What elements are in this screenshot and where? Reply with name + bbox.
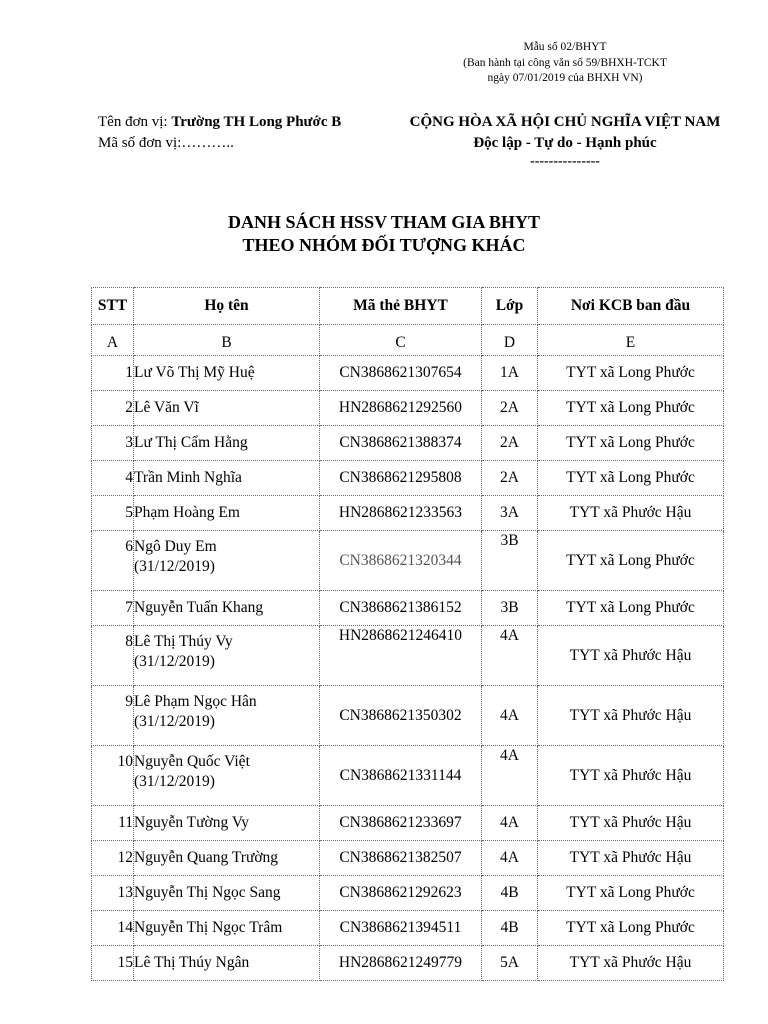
row-name-cell xyxy=(134,686,320,746)
row-stt: 7 xyxy=(92,591,134,626)
row-name: Lê Phạm Ngọc Hân xyxy=(134,693,257,710)
row-class: 3B xyxy=(482,531,538,591)
row-card: CN3868621320344 xyxy=(320,531,482,591)
row-stt: 8 xyxy=(92,626,134,686)
row-name-cell xyxy=(134,626,320,686)
row-kcb: TYT xã Phước Hậu xyxy=(538,496,724,531)
row-class: 4B xyxy=(482,876,538,911)
row-name: Nguyễn Tường Vy xyxy=(134,806,320,841)
row-name: Nguyễn Quốc Việt xyxy=(134,753,250,770)
table-row xyxy=(92,746,724,806)
table-row xyxy=(92,841,724,876)
row-card: CN3868621394511 xyxy=(320,911,482,946)
row-stt: 1 xyxy=(92,356,134,391)
row-name-cell xyxy=(134,531,320,591)
column-letter-row xyxy=(92,325,724,356)
row-name: Lê Thị Thúy Vy xyxy=(134,633,233,650)
row-kcb: TYT xã Long Phước xyxy=(538,356,724,391)
row-stt: 9 xyxy=(92,686,134,746)
row-stt: 3 xyxy=(92,426,134,461)
row-name: Nguyễn Thị Ngọc Trâm xyxy=(134,911,320,946)
row-stt: 14 xyxy=(92,911,134,946)
row-kcb: TYT xã Long Phước xyxy=(538,876,724,911)
table-row xyxy=(92,911,724,946)
unit-name-line xyxy=(98,114,341,131)
document-title-line2: THEO NHÓM ĐỐI TƯỢNG KHÁC xyxy=(242,235,526,255)
row-kcb: TYT xã Long Phước xyxy=(538,591,724,626)
table-row xyxy=(92,356,724,391)
row-name-note: (31/12/2019) xyxy=(134,773,215,790)
row-kcb: TYT xã Phước Hậu xyxy=(538,686,724,746)
row-card: CN3868621292623 xyxy=(320,876,482,911)
letter-b: B xyxy=(134,325,320,356)
row-stt: 15 xyxy=(92,946,134,981)
form-number: Mẫu số 02/BHYT xyxy=(523,41,607,53)
motto-underline: --------------- xyxy=(530,154,600,169)
row-stt: 12 xyxy=(92,841,134,876)
row-class: 4A xyxy=(482,841,538,876)
row-name: Lê Văn Vĩ xyxy=(134,391,320,426)
row-class: 2A xyxy=(482,426,538,461)
unit-name-label: Tên đơn vị: xyxy=(98,114,172,130)
row-card: CN3868621307654 xyxy=(320,356,482,391)
row-kcb: TYT xã Long Phước xyxy=(538,531,724,591)
table-row xyxy=(92,591,724,626)
row-name-note: (31/12/2019) xyxy=(134,558,215,575)
row-card: CN3868621331144 xyxy=(320,746,482,806)
row-stt: 2 xyxy=(92,391,134,426)
table-row xyxy=(92,876,724,911)
row-stt: 5 xyxy=(92,496,134,531)
row-kcb: TYT xã Phước Hậu xyxy=(538,841,724,876)
row-stt: 4 xyxy=(92,461,134,496)
row-stt: 13 xyxy=(92,876,134,911)
unit-code-line: Mã số đơn vị:……….. xyxy=(98,135,234,151)
row-card: HN2868621233563 xyxy=(320,496,482,531)
letter-a: A xyxy=(92,325,134,356)
table-row xyxy=(92,426,724,461)
row-class: 4A xyxy=(482,626,538,686)
header-stt: STT xyxy=(92,288,134,325)
row-kcb: TYT xã Long Phước xyxy=(538,426,724,461)
form-issued-date: ngày 07/01/2019 của BHXH VN) xyxy=(487,72,643,84)
row-card: CN3868621350302 xyxy=(320,686,482,746)
row-name: Nguyễn Tuấn Khang xyxy=(134,591,320,626)
row-card: CN3868621382507 xyxy=(320,841,482,876)
row-kcb: TYT xã Long Phước xyxy=(538,911,724,946)
row-card: HN2868621292560 xyxy=(320,391,482,426)
table-row xyxy=(92,686,724,746)
row-stt: 11 xyxy=(92,806,134,841)
row-class: 4A xyxy=(482,746,538,806)
row-name-cell xyxy=(134,746,320,806)
nation-motto: Độc lập - Tự do - Hạnh phúc xyxy=(473,135,657,151)
row-name: Nguyễn Quang Trường xyxy=(134,841,320,876)
row-name: Lư Võ Thị Mỹ Huệ xyxy=(134,356,320,391)
row-card: CN3868621386152 xyxy=(320,591,482,626)
letter-e: E xyxy=(538,325,724,356)
row-kcb: TYT xã Long Phước xyxy=(538,391,724,426)
row-kcb: TYT xã Phước Hậu xyxy=(538,946,724,981)
row-name-note: (31/12/2019) xyxy=(134,713,215,730)
form-reference xyxy=(380,40,750,87)
document-title-line1: DANH SÁCH HSSV THAM GIA BHYT xyxy=(228,212,540,232)
row-name: Lê Thị Thúy Ngân xyxy=(134,946,320,981)
student-list-table xyxy=(91,287,724,981)
row-kcb: TYT xã Phước Hậu xyxy=(538,806,724,841)
table-row xyxy=(92,946,724,981)
table-row xyxy=(92,391,724,426)
header-kcb: Nơi KCB ban đầu xyxy=(538,288,724,325)
row-class: 2A xyxy=(482,391,538,426)
table-row xyxy=(92,626,724,686)
row-name: Trần Minh Nghĩa xyxy=(134,461,320,496)
row-name-note: (31/12/2019) xyxy=(134,653,215,670)
row-card: CN3868621233697 xyxy=(320,806,482,841)
table-row xyxy=(92,461,724,496)
row-card: HN2868621249779 xyxy=(320,946,482,981)
row-class: 4B xyxy=(482,911,538,946)
nation-heading: CỘNG HÒA XÃ HỘI CHỦ NGHĨA VIỆT NAM xyxy=(409,114,721,130)
row-class: 3B xyxy=(482,591,538,626)
row-card: CN3868621295808 xyxy=(320,461,482,496)
row-card: CN3868621388374 xyxy=(320,426,482,461)
row-class: 4A xyxy=(482,686,538,746)
row-class: 1A xyxy=(482,356,538,391)
row-kcb: TYT xã Phước Hậu xyxy=(538,626,724,686)
row-name: Lư Thị Cẩm Hằng xyxy=(134,426,320,461)
table-row xyxy=(92,531,724,591)
row-class: 3A xyxy=(482,496,538,531)
header-class: Lớp xyxy=(482,288,538,325)
header-card: Mã thẻ BHYT xyxy=(320,288,482,325)
row-card: HN2868621246410 xyxy=(320,626,482,686)
row-class: 2A xyxy=(482,461,538,496)
row-kcb: TYT xã Long Phước xyxy=(538,461,724,496)
row-stt: 10 xyxy=(92,746,134,806)
table-row xyxy=(92,496,724,531)
table-row xyxy=(92,806,724,841)
row-kcb: TYT xã Phước Hậu xyxy=(538,746,724,806)
letter-d: D xyxy=(482,325,538,356)
row-class: 4A xyxy=(482,806,538,841)
row-name: Phạm Hoàng Em xyxy=(134,496,320,531)
row-name: Nguyễn Thị Ngọc Sang xyxy=(134,876,320,911)
header-name: Họ tên xyxy=(134,288,320,325)
row-class: 5A xyxy=(482,946,538,981)
form-issued-by: (Ban hành tại công văn số 59/BHXH-TCKT xyxy=(463,56,667,69)
table-header-row xyxy=(92,288,724,325)
letter-c: C xyxy=(320,325,482,356)
row-name: Ngô Duy Em xyxy=(134,538,217,555)
row-stt: 6 xyxy=(92,531,134,591)
unit-name-value: Trường TH Long Phước B xyxy=(171,114,342,130)
